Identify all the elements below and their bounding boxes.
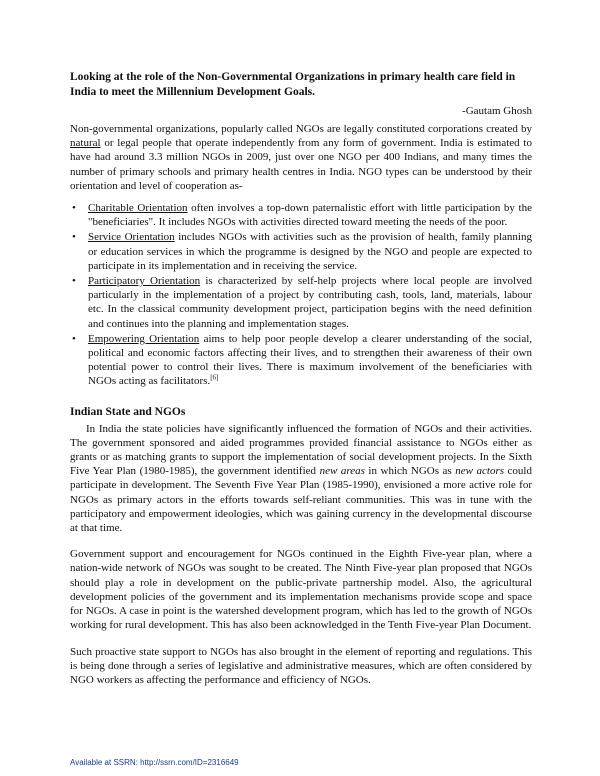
section-paragraph-3: Such proactive state support to NGOs has also brought in the element of reporting and regulations. This is being done through a series of legislative and administrative measures, which are often considered by NGO workers as affecting the performance and efficiency of NGOs. [70, 645, 532, 686]
list-item [70, 332, 532, 389]
bullet-icon: • [72, 202, 76, 215]
page-content [70, 70, 532, 687]
bullet-term: Participatory Orientation [88, 275, 201, 288]
list-item [70, 274, 532, 331]
italic-phrase: new areas [319, 465, 365, 478]
intro-text-2: or legal people that operate independently from any form of government. India is estimated to have had around 3.3 million NGOs in 2009, just over one NGO per 400 Indians, and many times the number of primary schools and primary health centres in India. NGO types can be understood by their orientation and level of cooperation as- [70, 137, 532, 192]
bullet-text: is characterized by self-help projects where local people are involved particularly in the implementation of a project by contributing cash, tools, land, materials, labour etc. In the classical community development project, participation begins with the need definition and continues into the planning and implementation stages. [88, 275, 532, 330]
list-item [70, 230, 532, 273]
bullet-term: Service Orientation [88, 231, 175, 244]
italic-phrase: new actors [455, 465, 505, 478]
section-paragraph-2: Government support and encouragement for NGOs continued in the Eighth Five-year plan, where a nation-wide network of NGOs was sought to be created. The Ninth Five-year plan proposed that NGOs should play a role in development on the public-private partnership model. Also, the agricultural development policies of the government and its implementation mechanisms provide scope and space for NGOs. A case in point is the watershed development program, which has led to the growth of NGOs working for rural development. This has also been acknowledged in the Tenth Five-year Plan Document. [70, 548, 532, 632]
bullet-icon: • [72, 332, 76, 345]
para-text: could participate in development. The Seventh Five Year Plan (1985-1990), envisioned a more active role for NGOs as primary actors in the efforts towards self-reliant communities. This was in tune with the participatory and empowerment ideologies, which was gaining currency in the developmental discourse at that time. [70, 465, 532, 535]
natural-link[interactable]: natural [70, 137, 101, 150]
orientation-list [70, 201, 532, 389]
citation-marker[interactable]: [6] [210, 373, 219, 382]
bullet-term: Empowering Orientation [88, 332, 200, 345]
bullet-icon: • [72, 231, 76, 244]
intro-text-1: Non-governmental organizations, popularly called NGOs are legally constituted corporations created by [70, 123, 532, 135]
bullet-term: Charitable Orientation [88, 202, 188, 215]
section-heading: Indian State and NGOs [70, 405, 186, 418]
bullet-text: aims to help poor people develop a clearer understanding of the social, political and economic factors affecting their lives, and to strengthen their awareness of their own potential power to control their lives. There is maximum involvement of the beneficiaries with NGOs acting as facilitators. [88, 332, 533, 388]
intro-paragraph [70, 122, 532, 193]
para-text: in which NGOs as [364, 465, 456, 478]
list-item [70, 201, 532, 229]
bullet-icon: • [72, 275, 76, 288]
section-paragraph-1 [70, 422, 532, 536]
ssrn-footer-link[interactable]: Available at SSRN: http://ssrn.com/ID=2316649 [70, 758, 239, 767]
author-line: -Gautam Ghosh [462, 105, 532, 117]
paper-title: Looking at the role of the Non-Governmental Organizations in primary health care field in India to meet the Millennium Development Goals. [70, 71, 516, 98]
bullet-text: often involves a top-down paternalistic effort with little participation by the "beneficiaries". It includes NGOs with activities directed toward meeting the needs of the poor. [88, 202, 532, 229]
bullet-text: includes NGOs with activities such as the provision of health, family planning or education services in which the programme is designed by the NGO and people are expected to participate in its implementation and in receiving the service. [88, 231, 532, 272]
para-text: In India the state policies have significantly influenced the formation of NGOs and their activities. The government sponsored and aided programmes provided financial assistance to NGOs either as grants or as matching grants to support the implementation of social development projects. In the Sixth Five Year Plan (1980-1985), the government identified [70, 422, 532, 478]
